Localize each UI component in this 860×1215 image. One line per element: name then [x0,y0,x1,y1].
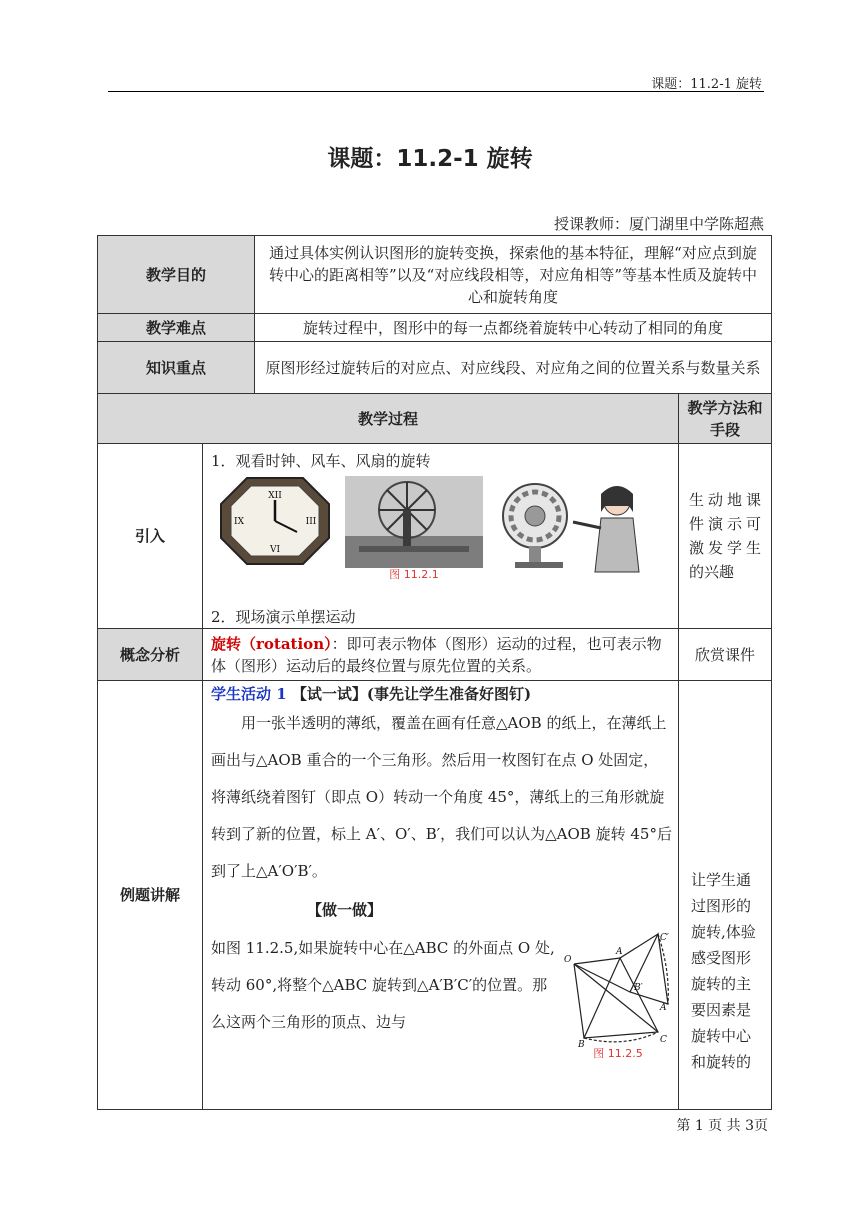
difficulty-text: 旋转过程中，图形中的每一点都绕着旋转中心转动了相同的角度 [255,314,772,342]
example-method: 让学生通过图形的旋转,体验感受图形旋转的主要因素是旋转中心和旋转的 [679,681,772,1110]
clock-image [219,476,331,566]
goal-text: 通过具体实例认识图形的旋转变换，探索他的基本特征，理解“对应点到旋转中心的距离相等”以及“对应线段相等，对应角相等”等基本性质及旋转中心和旋转角度 [255,236,772,314]
example-paragraph-1: 用一张半透明的薄纸，覆盖在画有任意△AOB 的纸上，在薄纸上画出与△AOB 重合的一个三角形。然后用一枚图钉在点 O 处固定，将薄纸绕着图钉（即点 O）转动一个角度 45°，薄纸上的三角形就旋转到了新的位置，标上 A′、O′、B′，我们可以认为△AOB 旋转 45°后到了上△A′O′B′。 [211,714,672,880]
svg-text:IX: IX [234,517,244,527]
example-label: 例题讲解 [98,681,203,1110]
activity-heading [211,683,672,705]
svg-text:B: B [578,1040,585,1048]
lesson-table [97,235,772,1110]
method-header: 教学方法和手段 [679,394,772,444]
svg-text:C: C [660,1035,667,1045]
row-example [98,681,772,1110]
svg-text:C′: C′ [660,933,669,943]
key-text: 原图形经过旋转后的对应点、对应线段、对应角之间的位置关系与数量关系 [255,342,772,394]
svg-text:VI: VI [269,545,281,555]
row-key [98,342,772,394]
example-bottom [211,930,672,1060]
concept-text: ：即可表示物体（图形）运动的过程，也可表示物体（图形）运动后的最终位置与原先位置的关系。 [211,634,662,675]
intro-method: 生动地课件演示可激发学生的兴趣 [679,444,772,629]
windmill-image [345,476,483,568]
row-concept [98,629,772,681]
figure-caption-2: 图 11.2.5 [593,1047,643,1060]
process-header: 教学过程 [98,394,679,444]
teacher-line: 授课教师：厦门湖里中学陈超燕 [553,215,764,233]
do-title: 【做一做】 [307,901,383,919]
concept-method: 欣赏课件 [679,629,772,681]
fan-image [497,476,647,576]
row-goal [98,236,772,314]
intro-label: 引入 [98,444,203,629]
activity-label: 学生活动 1 [211,685,287,703]
svg-text:B′: B′ [634,983,643,993]
intro-figures [211,472,678,594]
row-difficulty [98,314,772,342]
svg-text:A: A [616,947,623,957]
page-footer: 第 1 页 共 3页 [676,1118,768,1134]
example-content [203,681,679,1110]
key-label: 知识重点 [98,342,255,394]
windmill-figure [345,476,483,582]
svg-text:III: III [305,517,317,527]
row-process-header [98,394,772,444]
row-intro [98,444,772,629]
intro-item-2: 2．现场演示单摆运动 [211,608,356,626]
rotation-figure [564,930,672,1060]
intro-item-1: 1．观看时钟、风车、风扇的旋转 [211,452,431,470]
difficulty-label: 教学难点 [98,314,255,342]
concept-content [203,629,679,681]
page-title: 课题：11.2-1 旋转 [327,146,533,172]
svg-text:O: O [564,955,572,965]
example-paragraph-2: 如图 11.2.5,如果旋转中心在△ABC 的外面点 O 处,转动 60°,将整个△ABC 旋转到△A′B′C′的位置。那么这两个三角形的顶点、边与 [211,939,555,1031]
figure-caption-1: 图 11.2.1 [389,568,439,581]
svg-text:A′: A′ [660,1003,669,1013]
svg-text:XII: XII [268,491,282,501]
rotation-diagram [564,930,672,1048]
header-rule [108,91,764,92]
goal-label: 教学目的 [98,236,255,314]
concept-term: 旋转（rotation） [211,634,332,653]
concept-label: 概念分析 [98,629,203,681]
activity-title: 【试一试】(事先让学生准备好图钉) [286,685,532,703]
header-text: 课题：11.2-1 旋转 [651,77,762,92]
intro-content [203,444,679,629]
